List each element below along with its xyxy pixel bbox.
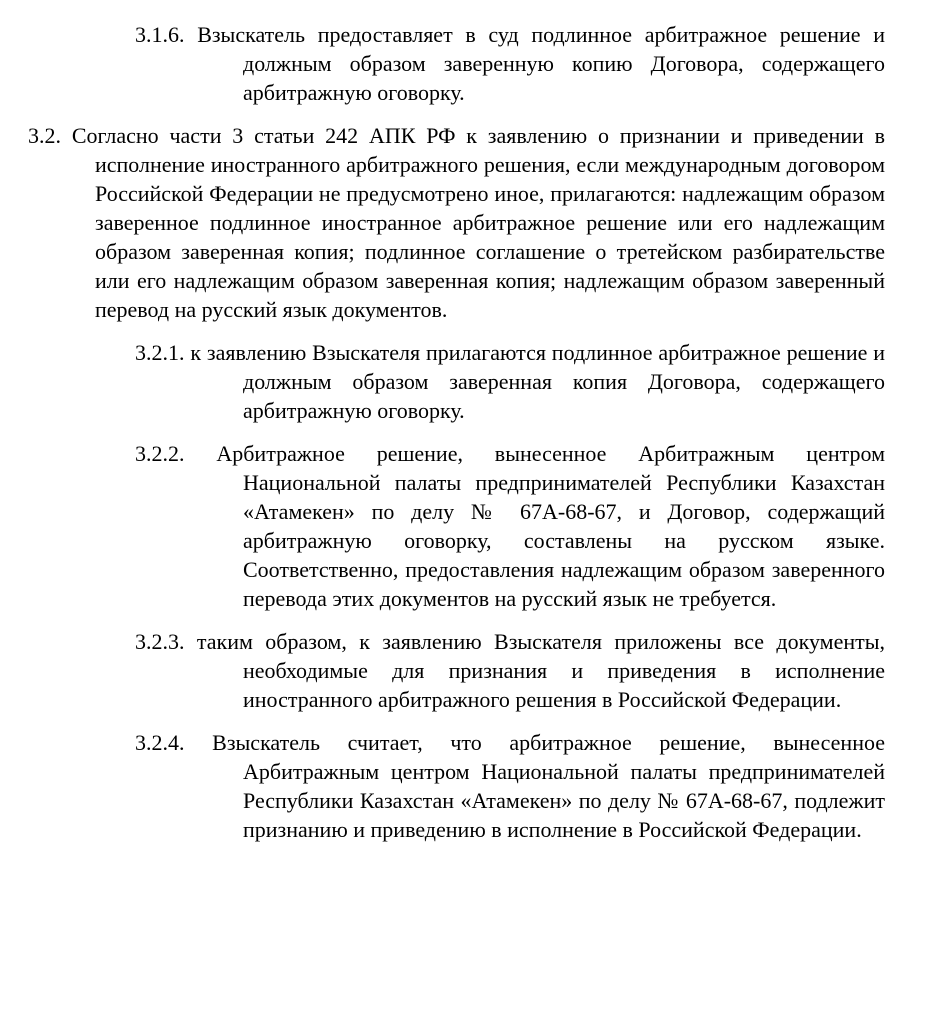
paragraph-3-2-3 [0, 627, 885, 714]
paragraph-number: 3.2.3. [135, 629, 185, 654]
paragraph-text: к заявлению Взыскателя прилагаются подлинное арбитражное решение и должным образом заверенная копия Договора, содержащего арбитражную оговорку. [190, 340, 885, 423]
paragraph-3-1-6 [0, 20, 885, 107]
paragraph-text: Взыскатель считает, что арбитражное решение, вынесенное Арбитражным центром Национальной палаты предпринимателей Республики Казахстан «Атамекен» по делу № 67А-68-67, подлежит признанию и приведению в исполнение в Российской Федерации. [212, 730, 885, 842]
paragraph-number: 3.2.1. [135, 340, 185, 365]
paragraph-number: 3.2.2. [135, 441, 185, 466]
paragraph-number: 3.1.6. [135, 22, 185, 47]
paragraph-text: таким образом, к заявлению Взыскателя приложены все документы, необходимые для признания и приведения в исполнение иностранного арбитражного решения в Российской Федерации. [196, 629, 886, 712]
paragraph-text: Взыскатель предоставляет в суд подлинное арбитражное решение и должным образом заверенную копию Договора, содержащего арбитражную оговорку. [197, 22, 886, 105]
paragraph-3-2-1 [0, 338, 885, 425]
paragraph-number: 3.2.4. [135, 730, 185, 755]
paragraph-3-2-4 [0, 728, 885, 844]
paragraph-3-2-2 [0, 439, 885, 613]
paragraph-3-2 [0, 121, 885, 324]
paragraph-number: 3.2. [28, 123, 61, 148]
paragraph-text: Согласно части 3 статьи 242 АПК РФ к заявлению о признании и приведении в исполнение иностранного арбитражного решения, если международным договором Российской Федерации не предусмотрено иное, прилагаются: надлежащим образом заверенное подлинное иностранное арбитражное решение или его надлежащим образом заверенная копия; подлинное соглашение о третейском разбирательстве или его надлежащим образом заверенная копия; надлежащим образом заверенный перевод на русский язык документов. [71, 123, 885, 322]
paragraph-text: Арбитражное решение, вынесенное Арбитражным центром Национальной палаты предпринимателей Республики Казахстан «Атамекен» по делу № 67А-68-67, и Договор, содержащий арбитражную оговорку, составлены на русском языке. Соответственно, предоставления надлежащим образом заверенного перевода этих документов на русский язык не требуется. [216, 441, 885, 611]
